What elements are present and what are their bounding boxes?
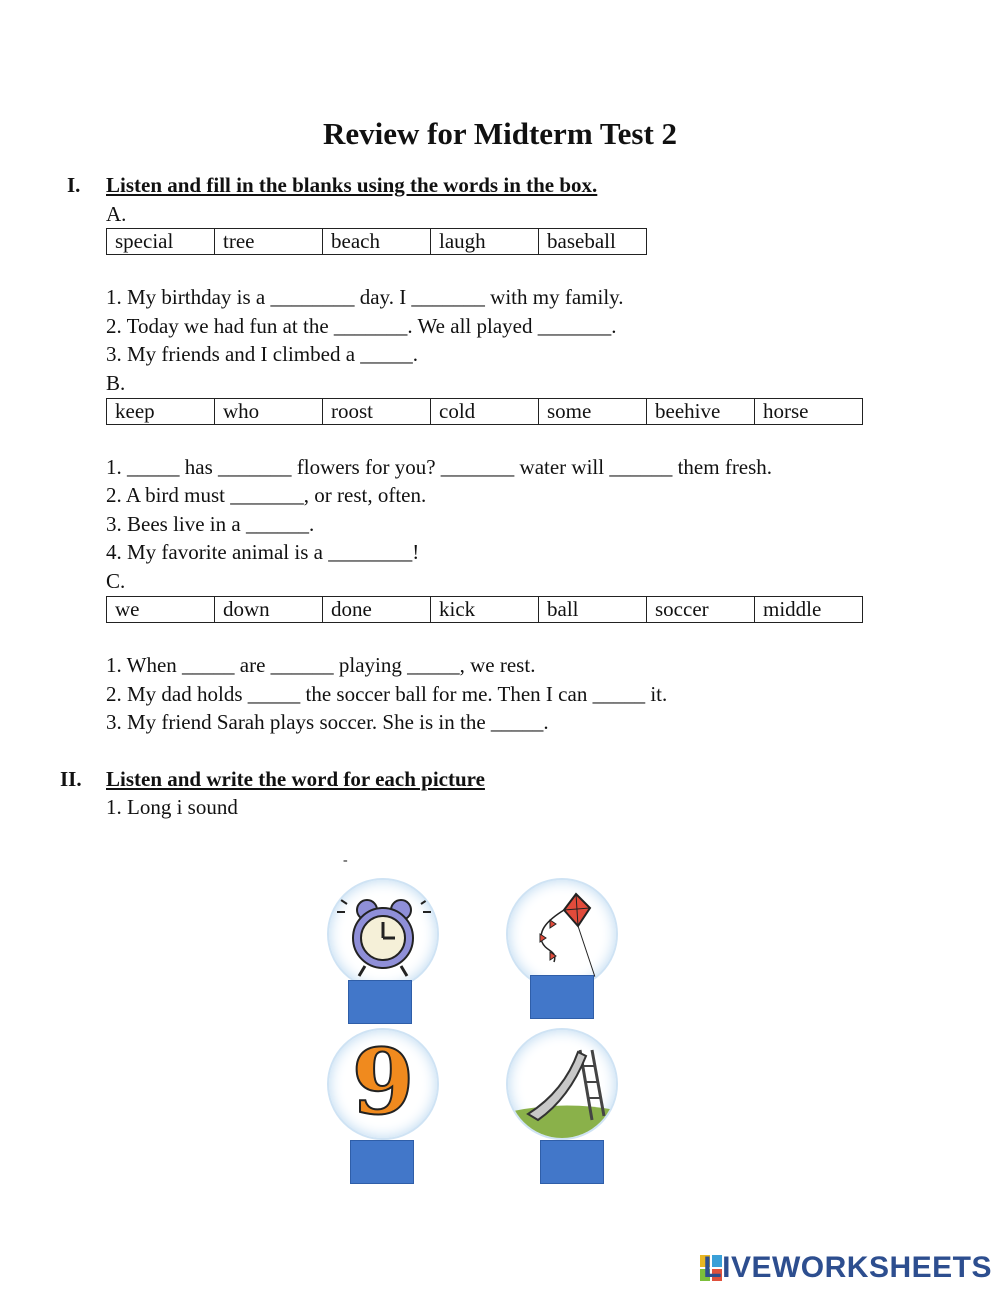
part-c-label: C. xyxy=(106,569,126,593)
word-box-cell: middle xyxy=(755,597,863,623)
word-box-c xyxy=(106,596,863,623)
answer-box-4[interactable] xyxy=(540,1140,604,1184)
sentence-a1: 1. My birthday is a ________ day. I _______ with my family. xyxy=(106,285,624,309)
part-b-label: B. xyxy=(106,371,126,395)
liveworksheets-brand[interactable]: LIVEWORKSHEETS xyxy=(703,1251,992,1284)
word-box-cell: some xyxy=(539,399,647,425)
sentence-b2: 2. A bird must _______, or rest, often. xyxy=(106,483,427,507)
word-box-cell: keep xyxy=(107,399,215,425)
word-box-cell: kick xyxy=(431,597,539,623)
word-box-cell: special xyxy=(107,229,215,255)
word-box-cell: down xyxy=(215,597,323,623)
page-title: Review for Midterm Test 2 xyxy=(322,116,678,151)
sentence-c2: 2. My dad holds _____ the soccer ball for me. Then I can _____ it. xyxy=(106,682,668,706)
section-1-number: I. xyxy=(67,173,81,197)
answer-box-3[interactable] xyxy=(350,1140,414,1184)
word-box-cell: ball xyxy=(539,597,647,623)
section-2-subheading: 1. Long i sound xyxy=(106,795,238,819)
word-box-cell: beach xyxy=(323,229,431,255)
section-2-number: II. xyxy=(60,767,82,791)
stray-mark: - xyxy=(343,853,348,868)
nine-icon xyxy=(327,1028,439,1140)
sentence-b3: 3. Bees live in a ______. xyxy=(106,512,315,536)
sentence-c1: 1. When _____ are ______ playing _____, we rest. xyxy=(106,653,536,677)
slide-icon xyxy=(506,1028,618,1140)
clock-icon xyxy=(327,878,439,990)
word-box-cell: soccer xyxy=(647,597,755,623)
word-box-cell: roost xyxy=(323,399,431,425)
section-2-heading: Listen and write the word for each picture xyxy=(106,767,485,791)
sentence-a3: 3. My friends and I climbed a _____. xyxy=(106,342,419,366)
word-box-b xyxy=(106,398,863,425)
word-box-cell: tree xyxy=(215,229,323,255)
word-box-cell: done xyxy=(323,597,431,623)
word-box-cell: baseball xyxy=(539,229,647,255)
word-box-cell: cold xyxy=(431,399,539,425)
answer-box-1[interactable] xyxy=(348,980,412,1024)
section-1-heading: Listen and fill in the blanks using the words in the box. xyxy=(106,173,598,197)
nine-glyph: 9 xyxy=(351,1029,415,1135)
part-a-label: A. xyxy=(106,202,127,226)
sentence-b1: 1. _____ has _______ flowers for you? _______ water will ______ them fresh. xyxy=(106,455,773,479)
kite-icon xyxy=(506,878,618,990)
word-box-cell: horse xyxy=(755,399,863,425)
word-box-cell: we xyxy=(107,597,215,623)
answer-box-2[interactable] xyxy=(530,975,594,1019)
sentence-c3: 3. My friend Sarah plays soccer. She is in the _____. xyxy=(106,710,549,734)
sentence-b4: 4. My favorite animal is a ________! xyxy=(106,540,420,564)
sentence-a2: 2. Today we had fun at the _______. We all played _______. xyxy=(106,314,617,338)
word-box-a xyxy=(106,228,647,255)
word-box-cell: beehive xyxy=(647,399,755,425)
word-box-cell: laugh xyxy=(431,229,539,255)
word-box-cell: who xyxy=(215,399,323,425)
